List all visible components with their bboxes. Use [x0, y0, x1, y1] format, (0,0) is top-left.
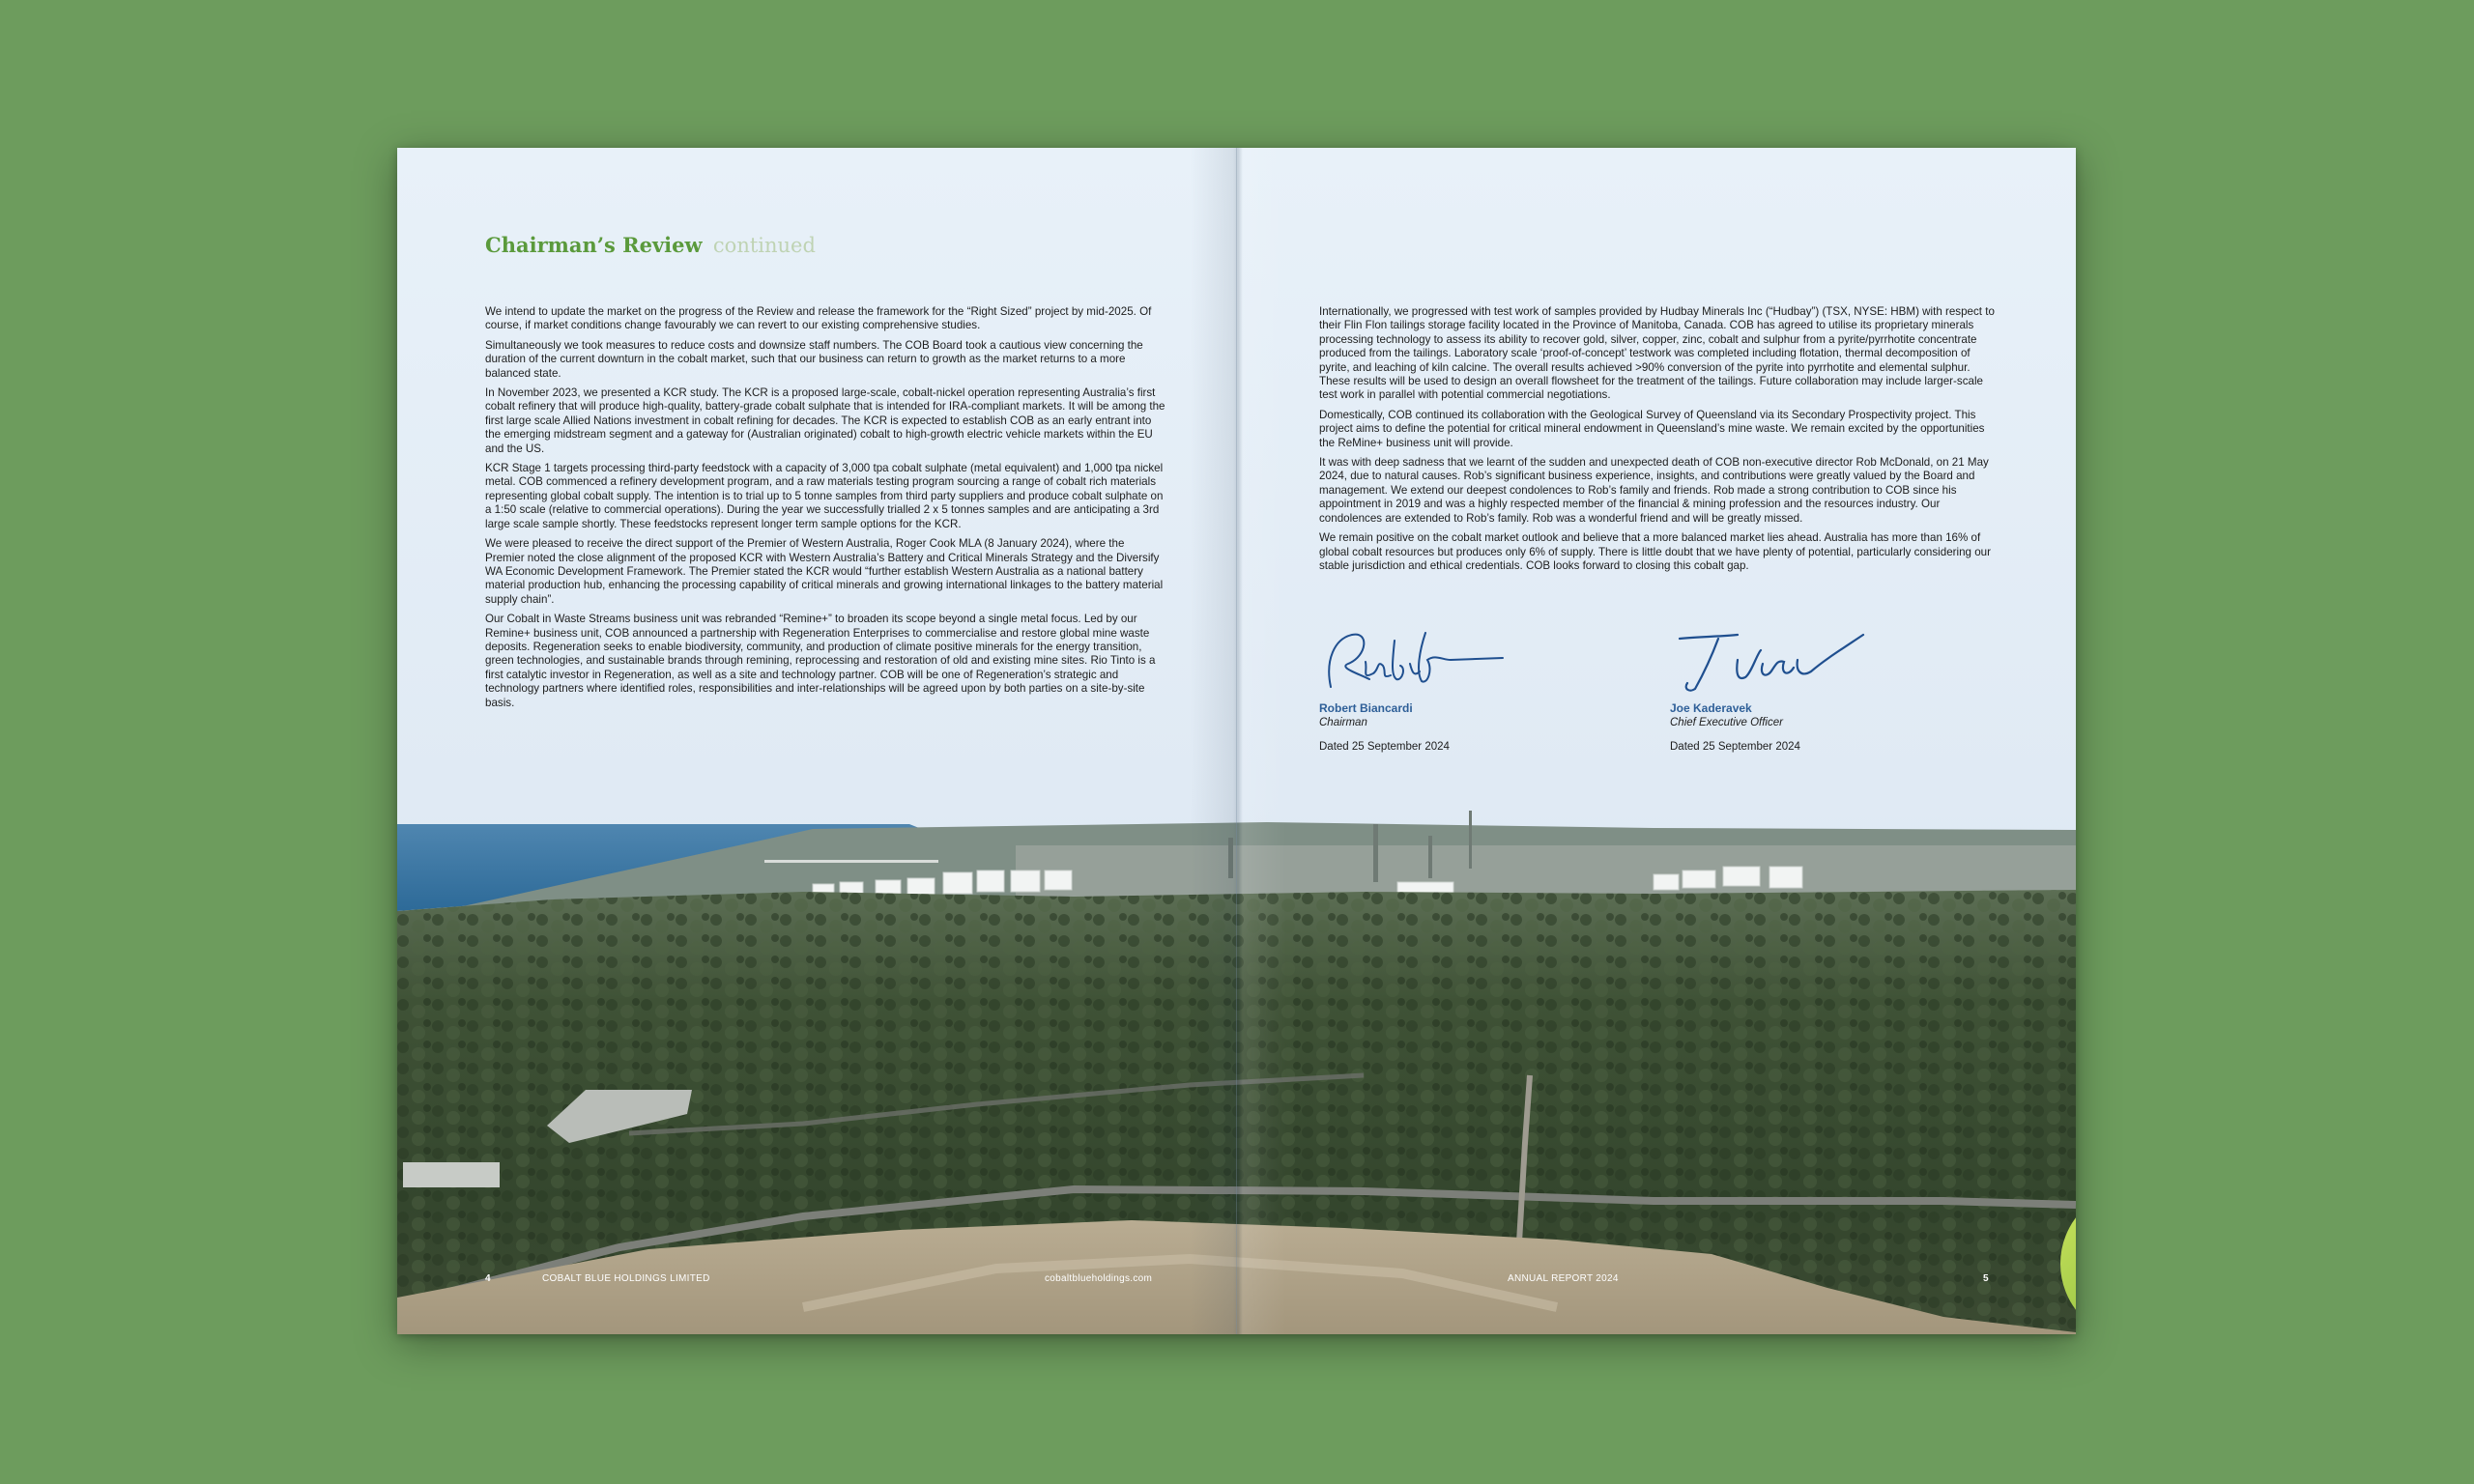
page-number-left: 4 — [485, 1273, 491, 1284]
footer-report-title: ANNUAL REPORT 2024 — [1508, 1273, 1619, 1284]
paragraph: Simultaneously we took measures to reduce costs and downsize staff numbers. The COB Board took a cautious view concerning the duration of the current downturn in the cobalt market, such that our business can return to growth as the market returns to a more balanced state. — [485, 338, 1143, 380]
paragraph: We remain positive on the cobalt market outlook and believe that a more balanced market lies ahead. Australia has more than 16% of global cobalt resources but produces only 6% of supply. There is little doubt that we have plenty of potential, particularly considering our stable jurisdiction and ethical credentials. COB looks forward to closing this cobalt gap. — [1319, 531, 1991, 572]
paragraph: Domestically, COB continued its collaboration with the Geological Survey of Queensland via its Secondary Prospectivity project. This project aims to define the potential for critical mineral endowment in Queensland’s mine waste. We remain excited by the opportunities the ReMine+ business unit will provide. — [1319, 408, 1985, 449]
page-number-right: 5 — [1983, 1273, 1989, 1284]
left-body-text — [485, 305, 1166, 716]
footer-website-link[interactable]: cobaltblueholdings.com — [1045, 1273, 1153, 1284]
signature-block-chairman — [1319, 621, 1570, 755]
paragraph: Internationally, we progressed with test work of samples provided by Hudbay Minerals Inc (“Hudbay”) (TSX, NYSE: HBM) with respect to their Flin Flon tailings storage facility located in the Province of Manitoba, Canada. COB has agreed to utilise its proprietary minerals processing technology to assess its ability to recover gold, silver, copper, zinc, cobalt and sulphur from a pyrite/pyrrhotite concentrate produced from the tailings. Laboratory scale ‘proof-of-concept’ testwork was completed including flotation, thermal decomposition of pyrite, and leaching of kiln calcine. The overall results achieved >90% conversion of the pyrite into pyrrhotite and elemental sulphur. These results will be used to design an overall flowsheet for the treatment of the tailings. Future collaboration may include larger-scale test work in parallel with potential commercial negotiations. — [1319, 305, 1995, 402]
handwritten-signature — [1670, 621, 1883, 699]
footer-company-name: COBALT BLUE HOLDINGS LIMITED — [542, 1273, 710, 1284]
signature-date: Dated 25 September 2024 — [1670, 741, 1800, 753]
handwritten-signature — [1319, 621, 1532, 699]
left-page — [397, 148, 1236, 1334]
signature-date: Dated 25 September 2024 — [1319, 741, 1450, 753]
right-page — [1237, 148, 2076, 1334]
heading-text: Chairman’s Review — [485, 233, 703, 257]
signatory-role: Chairman — [1319, 717, 1367, 728]
paragraph: In November 2023, we presented a KCR study. The KCR is a proposed large-scale, cobalt-nickel operation representing Australia’s first cobalt refinery that will produce high-quality, battery-grade cobalt sulphate that is intended for IRA-compliant markets. It will be among the first large scale Allied Nations investment in cobalt refining for decades. The KCR is expected to establish COB as an early entrant into the emerging midstream segment and a gateway for (Australian originated) cobalt to high-growth electric vehicle markets within the EU and the US. — [485, 386, 1165, 455]
paragraph: KCR Stage 1 targets processing third-party feedstock with a capacity of 3,000 tpa cobalt sulphate (metal equivalent) and 1,000 tpa nickel metal. COB commenced a refinery development program, and a raw materials testing program sourcing a range of cobalt rich materials representing global cobalt supply. The intention is to trial up to 5 tonne samples from third party suppliers and produce cobalt sulphate on a 1:50 scale (relative to commercial operations). During the year we successfully trialled 2 x 5 tonnes samples and are anticipating a 3rd large scale sample shortly. These feedstocks represent longer term sample options for the KCR. — [485, 462, 1164, 530]
paragraph: Our Cobalt in Waste Streams business unit was rebranded “Remine+” to broaden its scope beyond a single metal focus. Led by our Remine+ business unit, COB announced a partnership with Regeneration Enterprises to commercialise and restore global mine waste deposits. Regeneration seeks to enable biodiversity, community, and production of climate positive minerals for the energy transition, green technologies, and sustainable brands through remining, reprocessing and restoration of old and existing mine sites. Rio Tinto is a first catalytic investor in Regeneration, as well as a site and technology partner. COB will be one of Regeneration’s strategic and technology partners where identified roles, responsibilities and inter-relationships will be agreed upon by both parties on a site-by-site basis. — [485, 613, 1156, 709]
page-heading — [485, 233, 816, 257]
paragraph: It was with deep sadness that we learnt of the sudden and unexpected death of COB non-executive director Rob McDonald, on 21 May 2024, due to natural causes. Rob’s significant business experience, insights, and contributions were greatly valued by the Board and management. We extend our deepest condolences to Rob’s family and friends. Rob made a strong contribution to COB since his appointment in 2019 and was a highly respected member of the financial & mining profession and the resources industry. Our condolences are extended to Rob’s family. Rob was a wonderful friend and will be greatly missed. — [1319, 456, 1989, 525]
signatory-role: Chief Executive Officer — [1670, 717, 1783, 728]
paragraph: We were pleased to receive the direct support of the Premier of Western Australia, Roger Cook MLA (8 January 2024), where the Premier noted the close alignment of the proposed KCR with Western Australia’s Battery and Critical Minerals Strategy and the Diversify WA Economic Development Framework. The Premier stated the KCR would “further establish Western Australia as a national battery material production hub, enhancing the processing capability of critical minerals and growing international linkages to the battery material supply chain”. — [485, 537, 1164, 606]
heading-continued: continued — [712, 234, 816, 257]
paragraph: We intend to update the market on the progress of the Review and release the framework for the “Right Sized” project by mid-2025. Of course, if market conditions change favourably we can revert to our existing comprehensive studies. — [485, 305, 1152, 332]
brand-ring-graphic — [2021, 1186, 2076, 1334]
signature-block-ceo — [1670, 621, 1921, 755]
signatory-name: Joe Kaderavek — [1670, 701, 1752, 715]
signatory-name: Robert Biancardi — [1319, 701, 1413, 715]
annual-report-spread — [397, 148, 2076, 1334]
right-body-text — [1319, 305, 2000, 579]
